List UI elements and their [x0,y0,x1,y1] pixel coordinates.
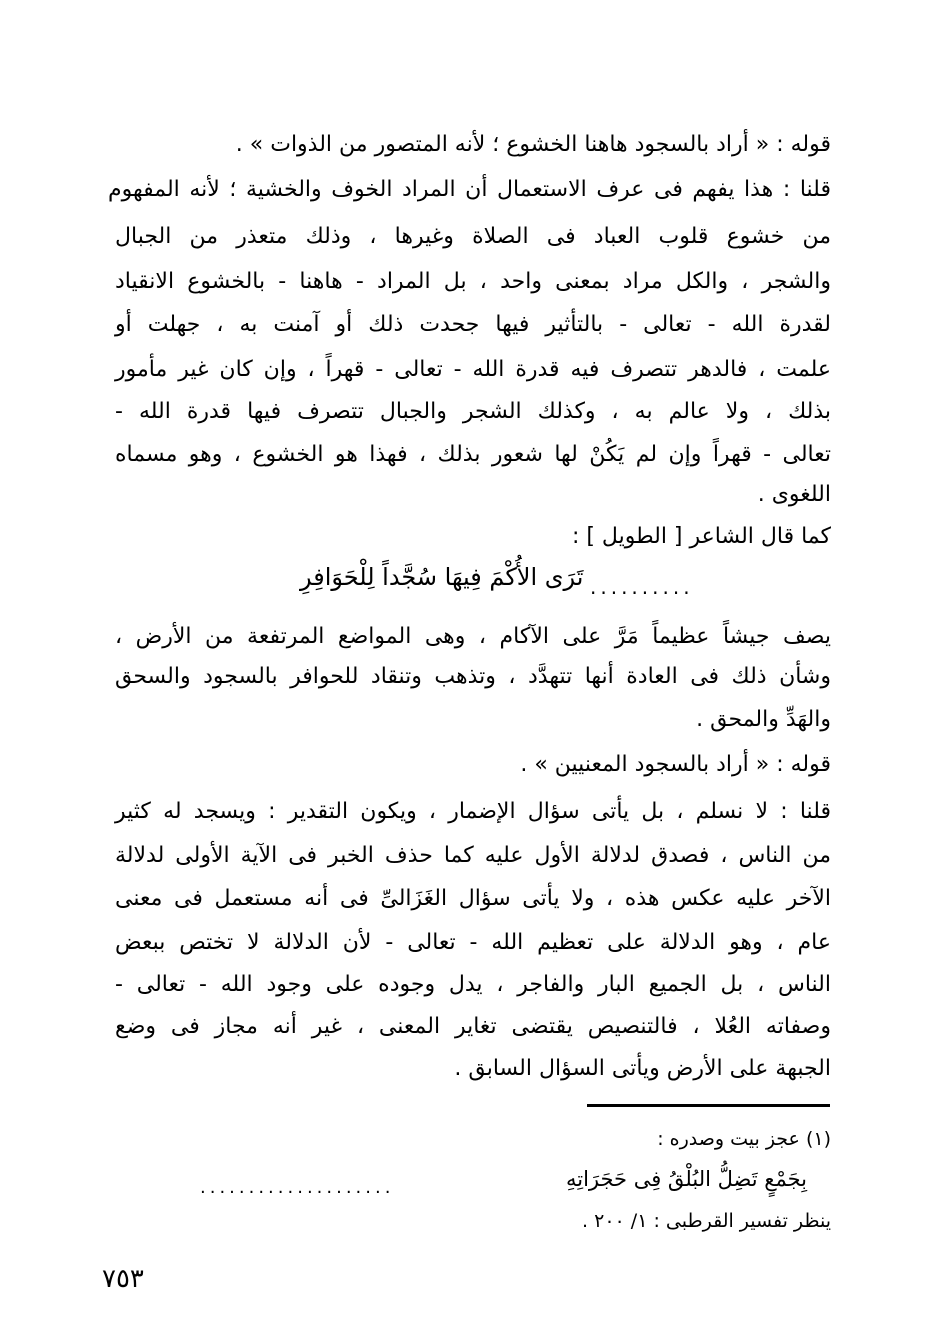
text-line-1: قوله : « أراد بالسجود هاهنا الخشوع ؛ لأنه المتصور من الذوات » . [235,132,831,157]
text-line-8: تعالى - قهراً وإن لم يَكُنْ لها شعور بذلك ، فهذا هو الخشوع ، وهو مسماه [115,442,831,467]
text-line-9: اللغوى . [757,482,831,507]
text-line-12: والهَدِّ والمحق . [696,707,831,732]
text-line-17: عام ، وهو الدلالة على تعظيم الله - تعالى - لأن الدلالة لا تختص ببعض [115,930,831,955]
footnote-line-3: ينظر تفسير القرطبى : ١/ ٢٠٠ . [582,1210,831,1232]
verse-ellipsis: .......... [590,575,694,599]
text-line-20: الجبهة على الأرض ويأتى السؤال السابق . [454,1056,831,1081]
footnote-line-1: (١) عجز بيت وصدره : [657,1128,831,1150]
text-line-18: الناس ، بل الجميع البار والفاجر ، يدل وجوده على وجود الله - تعالى - [115,972,831,997]
text-line-13: قوله : « أراد بالسجود المعنيين » . [520,752,831,777]
text-line-19: وصفاته العُلا ، فالتنصيص يقتضى تغاير المعنى ، غير أنه مجاز فى وضع [115,1014,831,1039]
text-line-14: قلنا : لا نسلم ، بل يأتى سؤال الإضمار ، ويكون التقدير : ويسجد له كثير [115,799,831,824]
text-line-3: من خشوع قلوب العباد فى الصلاة وغيرها ، وذلك متعذر من الجبال [115,224,831,249]
footnote-ellipsis: .................... [200,1177,395,1198]
page-number: ٧٥٣ [102,1264,144,1294]
text-line-7: بذلك ، ولا عالم به ، وكذلك الشجر والجبال تتصرف فيها قدرة الله - [115,399,831,424]
text-line-15: من الناس ، فصدق لدلالة الأول عليه كما حذف الخبر فى الآية الأولى لدلالة [115,843,831,868]
text-line-11: وشأن ذلك فى العادة أنها تتهدَّد ، وتذهب وتنقاد للحوافر بالسجود والسحق [115,664,831,689]
verse-line: تَرَى الأُكْمَ فِيهَا سُجَّداً لِلْحَوَافِرِ [300,563,584,591]
text-line-2: قلنا : هذا يفهم فى عرف الاستعمال أن المراد الخوف والخشية ؛ لأنه المفهوم [108,177,831,202]
text-line-4: والشجر ، والكل مراد بمعنى واحد ، بل المراد - هاهنا - بالخشوع الانقياد [115,269,831,294]
text-line-5: لقدرة الله - تعالى - بالتأثير فيها جحدت ذلك أو آمنت به ، جهلت أو [115,312,831,337]
footnote-rule [587,1104,830,1107]
text-line-6: علمت ، فالدهر تتصرف فيه قدرة الله - تعالى - قهراً ، وإن كان غير مأمور [115,357,831,382]
poet-intro: كما قال الشاعر [ الطويل ] : [571,524,831,549]
text-line-16: الآخر عليه عكس هذه ، ولا يأتى سؤال الغَزَالىِّ فى أنه مستعمل فى معنى [115,886,831,911]
text-line-10: يصف جيشاً عظيماً مَرَّ على الآكام ، وهى المواضع المرتفعة من الأرض ، [115,624,831,649]
footnote-verse: بِجَمْعٍ تَضِلُّ البُلْقُ فِى حَجَرَاتِهِ [565,1167,807,1191]
